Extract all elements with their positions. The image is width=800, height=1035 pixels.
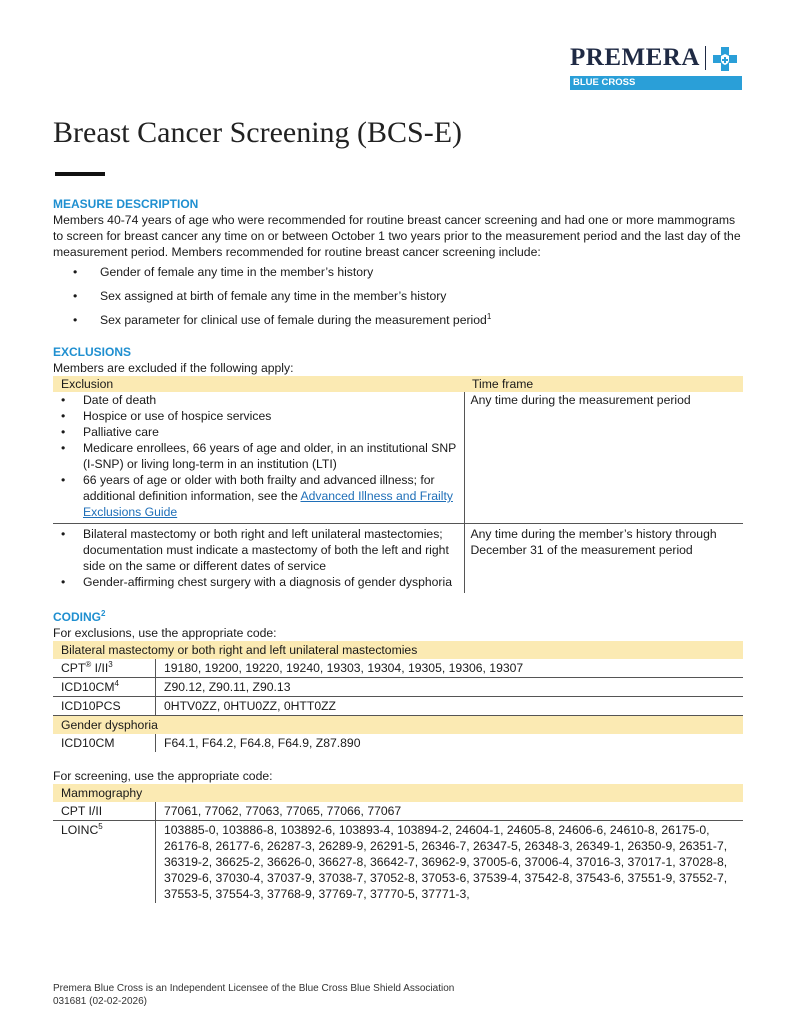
table-row: [53, 821, 743, 904]
code-system-cell: CPT® $I/II^3$: [53, 659, 156, 678]
footnote-ref: 3: [108, 659, 113, 669]
table-row: [53, 392, 743, 524]
page-footer: [53, 982, 454, 1008]
list-item: • Sex parameter for clinical use of female during the measurement period$^1$: [53, 312, 743, 328]
table-row: [53, 678, 743, 697]
list-item: • Palliative care: [59, 424, 464, 440]
exclusions-table: [53, 376, 743, 593]
list-item: • Bilateral mastectomy or both right and left unilateral mastectomies; documentation must indicate a mastectomy of both the left and right side on the same or different dates of service: [59, 526, 464, 574]
codes-cell: 0HTV0ZZ, 0HTU0ZZ, 0HTT0ZZ: [156, 697, 744, 716]
page-title: Breast Cancer Screening (BCS-E): [53, 116, 463, 149]
codes-cell: Z90.12, Z90.11, Z90.13: [156, 678, 744, 697]
footnote-ref: 1: [486, 311, 492, 321]
table-group-header: [53, 784, 743, 802]
logo-separator: [705, 46, 706, 70]
footnote-ref: 2: [101, 609, 106, 618]
exclusions-heading: EXCLUSIONS: [53, 345, 132, 359]
exclusion-cell: [53, 392, 464, 524]
table-row: [53, 802, 743, 821]
recommended-criteria-list: [53, 264, 743, 328]
codes-cell: 77061, 77062, 77063, 77065, 77066, 77067: [156, 802, 744, 821]
title-underline: [55, 172, 105, 176]
code-system-cell: LOINC$^5$: [53, 821, 156, 904]
exclusions-intro: Members are excluded if the following apply:: [53, 361, 294, 375]
table-group-header: [53, 716, 743, 735]
column-header-timeframe: Time frame: [464, 376, 743, 392]
list-item: • Date of death: [59, 392, 464, 408]
codes-cell: 103885-0, 103886-8, 103892-6, 103893-4, 103894-2, 24604-1, 24605-8, 24606-6, 24610-8, 26175-0, 26176-8, 26177-6, 26287-3, 26289-9, 26291-5, 26346-7, 26347-5, 26348-3, 26349-1, 26350-9, 26351-7, 36319-2, 36625-2, 36626-0, 36627-8, 36642-7, 36962-9, 37005-6, 37006-4, 37016-3, 37017-1, 37028-8, 37029-6, 37030-4, 37037-9, 37038-7, 37052-8, 37053-6, 37539-4, 37542-8, 37543-6, 37551-9, 37552-7, 37553-5, 37554-3, 37768-9, 37769-7, 37770-5, 37771-3,: [164, 823, 728, 901]
exclusion-codes-table: [53, 641, 743, 752]
list-item: • Sex assigned at birth of female any time in the member’s history: [53, 288, 743, 304]
list-item: • Medicare enrollees, 66 years of age and older, in an institutional SNP (I-SNP) or living long-term in an institution (LTI): [59, 440, 464, 472]
coding-heading: CODING$^2$: [53, 609, 106, 624]
exclusion-list: [59, 526, 464, 590]
mastectomy-group-header: Bilateral mastectomy or both right and left unilateral mastectomies: [53, 641, 743, 659]
footnote-ref: 5: [98, 821, 103, 831]
timeframe-cell: Any time during the member’s history through December 31 of the measurement period: [464, 524, 743, 594]
footnote-ref: 4: [114, 678, 119, 688]
codes-cell: 19180, 19200, 19220, 19240, 19303, 19304, 19305, 19306, 19307: [156, 659, 744, 678]
code-system-cell: ICD10PCS: [53, 697, 156, 716]
blue-cross-shield-icon: [712, 46, 738, 72]
table-row: [53, 659, 743, 678]
exclusion-list: [59, 392, 464, 520]
logo-subbrand-bar: BLUE CROSS: [570, 76, 742, 90]
table-header-row: [53, 376, 743, 392]
screening-codes-table: [53, 784, 743, 903]
frailty-guide-link[interactable]: Advanced Illness and Frailty Exclusions Guide: [83, 489, 453, 519]
column-header-exclusion: Exclusion: [53, 376, 464, 392]
measure-description-text: Members 40-74 years of age who were recommended for routine breast cancer screening and had one or more mammograms to screen for breast cancer any time on or between October 1 two years prior to the measurement period and the last day of the measurement period. Members recommended for routine breast cancer screening include:: [53, 213, 741, 259]
dysphoria-group-header: Gender dysphoria: [53, 716, 743, 735]
table-row: [53, 524, 743, 594]
footer-license-text: Premera Blue Cross is an Independent Licensee of the Blue Cross Blue Shield Association: [53, 983, 455, 994]
table-row: [53, 734, 743, 752]
list-item: • 66 years of age or older with both frailty and advanced illness; for additional definition information, see the Advanced Illness and Frailty Exclusions Guide: [59, 472, 464, 520]
timeframe-cell: Any time during the measurement period: [470, 393, 691, 407]
code-system-cell: $ICD10CM^4$: [53, 678, 156, 697]
list-item: • Gender-affirming chest surgery with a diagnosis of gender dysphoria: [59, 574, 464, 590]
list-item: • Gender of female any time in the member’s history: [53, 264, 743, 280]
table-row: [53, 697, 743, 716]
mammography-group-header: Mammography: [53, 784, 743, 802]
premera-logo: [570, 44, 742, 90]
code-system-cell: ICD10CM: [53, 734, 156, 752]
main-content: [53, 196, 743, 903]
exclusion-codes-intro: For exclusions, use the appropriate code:: [53, 626, 277, 640]
screening-codes-intro: For screening, use the appropriate code:: [53, 769, 273, 783]
measure-description-heading: MEASURE DESCRIPTION: [53, 197, 199, 211]
codes-cell: F64.1, F64.2, F64.8, F64.9, Z87.890: [164, 736, 361, 750]
logo-wordmark: PREMERA: [570, 44, 700, 71]
code-system-cell: CPT I/II: [53, 802, 156, 821]
list-item: • Hospice or use of hospice services: [59, 408, 464, 424]
table-group-header: [53, 641, 743, 659]
footer-document-id: 031681 (02-02-2026): [53, 996, 147, 1007]
exclusion-cell: [53, 524, 464, 594]
